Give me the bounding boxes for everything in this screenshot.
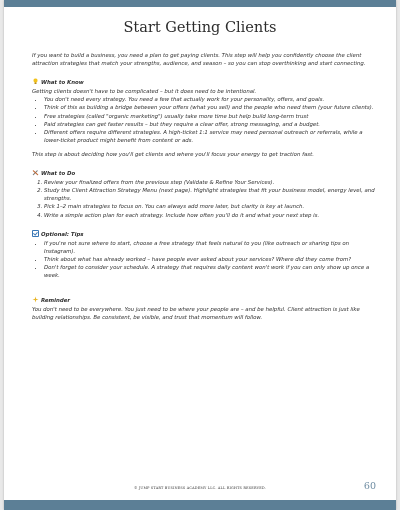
- reminder-text: You don't need to be everywhere. You just need to be where your people are – and be helpful. Client attraction is just like building relationships. Be consistent, be visible, and trust that momentum will follow.: [32, 307, 360, 322]
- list-item: • You don't need every strategy. You need a few that actually work for your personality, offers, and goals.: [44, 96, 376, 104]
- what-to-do-heading: What to Do: [32, 169, 376, 179]
- list-item: 4. Write a simple action plan for each strategy. Include how often you'll do it and what your next step is.: [44, 212, 376, 220]
- what-to-know-lead: Getting clients doesn't have to be complicated – but it does need to be intentional.: [32, 89, 257, 96]
- document-page: [4, 0, 396, 510]
- intro-paragraph: If you want to build a business, you need a plan to get paying clients. This step will help you confidently choose the client attraction strategies that match your strengths, audience, and season – so you can stop overthinking and start connecting.: [32, 53, 366, 68]
- optional-tips-list: [32, 240, 376, 280]
- optional-tips-heading: Optional: Tips: [32, 230, 376, 240]
- checkbox-icon: [32, 230, 39, 237]
- list-item: 2. Study the Client Attraction Strategy Menu (next page). Highlight strategies that fit your business model, energy level, and strengths.: [44, 187, 376, 203]
- page-title: Start Getting Clients: [123, 20, 277, 36]
- bottom-band: [4, 500, 396, 510]
- tools-icon: [32, 169, 39, 179]
- list-item: 3. Pick 1–2 main strategies to focus on. You can always add more later, but clarity is key at launch.: [44, 203, 376, 211]
- list-item: 1. Review your finalized offers from the previous step (Validate & Refine Your Services).: [44, 179, 376, 187]
- what-to-know-closing: This step is about deciding how you'll get clients and where you'll focus your energy to get traction fast.: [32, 151, 314, 158]
- list-item: • Free strategies (called "organic marketing") usually take more time but help build long-term trust: [44, 113, 376, 121]
- top-band: [4, 0, 396, 7]
- list-item: • Think of this as building a bridge between your offers (what you sell) and the people who need them (your future clients).: [44, 104, 376, 112]
- page-number: 60: [363, 481, 376, 492]
- copyright-footer: © JUMP START BUSINESS ACADEMY LLC. ALL RIGHTS RESERVED.: [133, 486, 267, 490]
- reminder-heading: Reminder: [32, 296, 376, 306]
- what-to-know-heading: What to Know: [32, 78, 376, 88]
- list-item: • Don't forget to consider your schedule. A strategy that requires daily content won't work if you can only show up once a week.: [44, 264, 376, 280]
- list-item: • If you're not sure where to start, choose a free strategy that feels natural to you (like outreach or sharing tips on Instagram).: [44, 240, 376, 256]
- sparkle-icon: [32, 296, 39, 306]
- what-to-know-list: [32, 96, 376, 145]
- list-item: • Different offers require different strategies. A high-ticket 1:1 service may need personal outreach or referrals, while a lower-ticket product might benefit from content or ads.: [44, 129, 376, 145]
- what-to-do-list: [32, 179, 376, 219]
- page-content: [32, 52, 376, 322]
- list-item: • Paid strategies can get faster results – but they require a clear offer, strong messaging, and a budget.: [44, 121, 376, 129]
- list-item: • Think about what has already worked – have people ever asked about your services? Where did they come from?: [44, 256, 376, 264]
- lightbulb-icon: [32, 78, 39, 88]
